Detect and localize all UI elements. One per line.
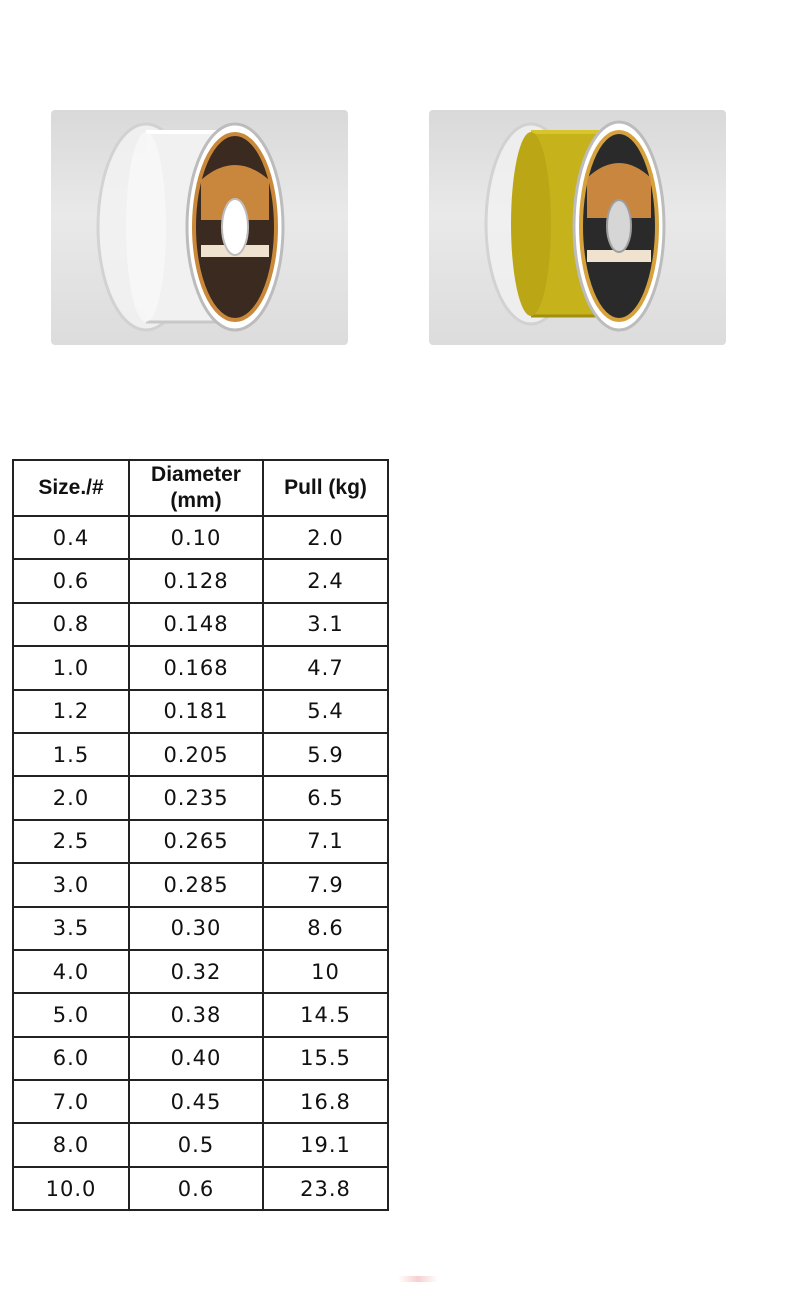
cell-size: 2.5	[13, 820, 129, 863]
cell-size: 10.0	[13, 1167, 129, 1210]
cell-size: 0.8	[13, 603, 129, 646]
header-pull: Pull (kg)	[263, 460, 388, 516]
cell-size: 1.0	[13, 646, 129, 689]
table-row	[13, 820, 388, 863]
cell-pull: 2.0	[263, 516, 388, 559]
cell-size: 2.0	[13, 776, 129, 819]
cell-pull: 7.9	[263, 863, 388, 906]
cell-pull: 2.4	[263, 559, 388, 602]
table-row	[13, 863, 388, 906]
table-row	[13, 733, 388, 776]
cell-diameter: 0.10	[129, 516, 263, 559]
cell-diameter: 0.6	[129, 1167, 263, 1210]
table-row	[13, 1123, 388, 1166]
spec-table	[12, 459, 389, 1211]
cell-pull: 3.1	[263, 603, 388, 646]
cell-size: 7.0	[13, 1080, 129, 1123]
cell-pull: 23.8	[263, 1167, 388, 1210]
table-row	[13, 950, 388, 993]
cell-pull: 19.1	[263, 1123, 388, 1166]
cell-size: 0.4	[13, 516, 129, 559]
cell-size: 5.0	[13, 993, 129, 1036]
table-header-row	[13, 460, 388, 516]
cell-diameter: 0.265	[129, 820, 263, 863]
cell-pull: 15.5	[263, 1037, 388, 1080]
table-row	[13, 1080, 388, 1123]
header-diameter-line2: (mm)	[170, 489, 222, 512]
cell-size: 1.5	[13, 733, 129, 776]
cell-diameter: 0.285	[129, 863, 263, 906]
product-photo-yellow-spool	[429, 110, 726, 345]
table-row	[13, 1167, 388, 1210]
cell-diameter: 0.148	[129, 603, 263, 646]
cell-size: 6.0	[13, 1037, 129, 1080]
product-photo-clear-spool	[51, 110, 348, 345]
table-row	[13, 776, 388, 819]
table-row	[13, 559, 388, 602]
cell-size: 1.2	[13, 690, 129, 733]
header-size: Size./#	[13, 460, 129, 516]
cell-pull: 8.6	[263, 907, 388, 950]
cell-pull: 4.7	[263, 646, 388, 689]
table-row	[13, 690, 388, 733]
cell-diameter: 0.205	[129, 733, 263, 776]
cell-pull: 16.8	[263, 1080, 388, 1123]
cell-pull: 5.9	[263, 733, 388, 776]
cell-pull: 5.4	[263, 690, 388, 733]
cell-pull: 7.1	[263, 820, 388, 863]
yellow-spool-illustration	[429, 110, 726, 345]
cell-diameter: 0.181	[129, 690, 263, 733]
cell-diameter: 0.30	[129, 907, 263, 950]
cell-pull: 14.5	[263, 993, 388, 1036]
cell-diameter: 0.40	[129, 1037, 263, 1080]
table-row	[13, 993, 388, 1036]
cell-diameter: 0.32	[129, 950, 263, 993]
cell-size: 8.0	[13, 1123, 129, 1166]
decorative-mark	[398, 1276, 438, 1282]
table-row	[13, 603, 388, 646]
cell-size: 0.6	[13, 559, 129, 602]
cell-diameter: 0.45	[129, 1080, 263, 1123]
cell-size: 3.5	[13, 907, 129, 950]
table-row	[13, 516, 388, 559]
cell-pull: 6.5	[263, 776, 388, 819]
cell-pull: 10	[263, 950, 388, 993]
cell-diameter: 0.38	[129, 993, 263, 1036]
cell-diameter: 0.235	[129, 776, 263, 819]
header-diameter-line1: Diameter	[151, 463, 241, 486]
cell-size: 4.0	[13, 950, 129, 993]
cell-diameter: 0.168	[129, 646, 263, 689]
table-row	[13, 1037, 388, 1080]
cell-size: 3.0	[13, 863, 129, 906]
table-row	[13, 646, 388, 689]
header-diameter	[129, 460, 263, 516]
cell-diameter: 0.5	[129, 1123, 263, 1166]
table-row	[13, 907, 388, 950]
cell-diameter: 0.128	[129, 559, 263, 602]
clear-spool-illustration	[51, 110, 348, 345]
